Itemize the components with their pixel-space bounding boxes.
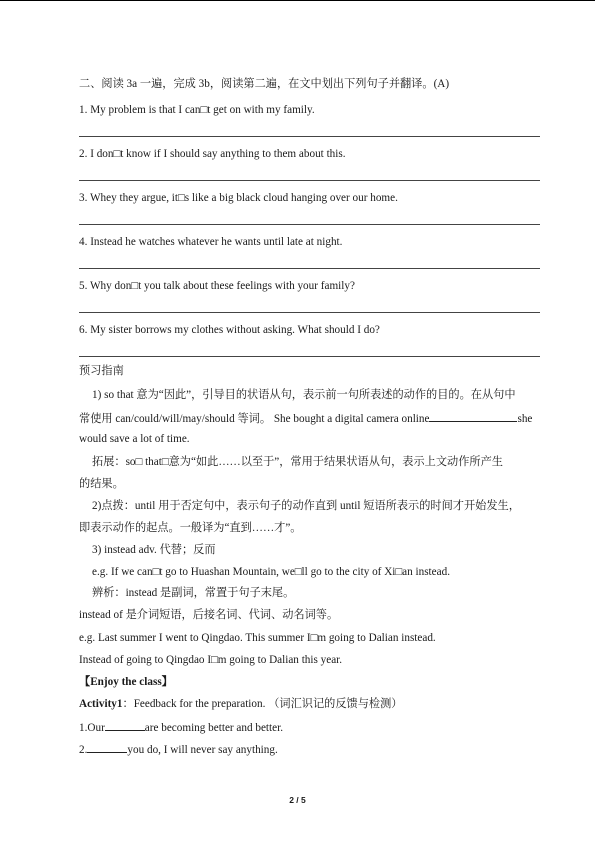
section-header: 二、阅读 3a 一遍，完成 3b，阅读第二遍，在文中划出下列句子并翻译。(A) — [79, 78, 450, 90]
sentence-6: 6. My sister borrows my clothes without asking. What should I do? — [79, 324, 380, 336]
guide-p1-line2 — [79, 410, 532, 426]
fill-blank[interactable] — [429, 410, 517, 422]
activity-1 — [79, 697, 402, 711]
question-2-end: you do, I will never say anything. — [127, 744, 278, 756]
question-1-start: 1.Our — [79, 722, 105, 734]
answer-line-4[interactable] — [79, 268, 540, 269]
sentence-2: 2. I don□t know if I should say anything to them about this. — [79, 148, 346, 160]
guide-p3-note2: instead of 是介词短语，后接名词、代词、动名词等。 — [79, 609, 339, 621]
guide-p3-note1: 辨析：instead 是副词，常置于句子末尾。 — [92, 587, 295, 599]
answer-line-6[interactable] — [79, 356, 540, 357]
answer-line-5[interactable] — [79, 312, 540, 313]
question-2 — [79, 741, 278, 757]
guide-p2-line2: 即表示动作的起点。一般译为“直到……才”。 — [79, 522, 302, 534]
page-top-border — [0, 0, 595, 1]
guide-title: 预习指南 — [79, 365, 124, 377]
guide-p3-line1: 3) instead adv. 代替；反而 — [92, 544, 216, 556]
guide-p1-line3: would save a lot of time. — [79, 433, 190, 445]
sentence-4: 4. Instead he watches whatever he wants until late at night. — [79, 236, 343, 248]
question-2-start: 2. — [79, 744, 88, 756]
enjoy-title: 【Enjoy the class】 — [79, 676, 173, 688]
sentence-3: 3. Whey they argue, it□s like a big black cloud hanging over our home. — [79, 192, 398, 204]
answer-line-2[interactable] — [79, 180, 540, 181]
guide-p3-example1: e.g. If we can□t go to Huashan Mountain, we□ll go to the city of Xi□an instead. — [92, 566, 450, 578]
question-1 — [79, 719, 283, 735]
guide-p1-line1: 1) so that 意为“因此”，引导目的状语从句，表示前一句所表述的动作的目的。在从句中 — [92, 389, 516, 401]
question-2-blank[interactable] — [87, 741, 127, 753]
guide-p3-example2: e.g. Last summer I went to Qingdao. This summer I□m going to Dalian instead. — [79, 632, 436, 644]
page-number: 2 / 5 — [289, 795, 306, 805]
guide-ext-line2: 的结果。 — [79, 478, 124, 490]
answer-line-3[interactable] — [79, 224, 540, 225]
guide-p1-line2-text: 常使用 can/could/will/may/should 等词。 She bought a digital camera online — [79, 413, 430, 425]
guide-p2-line1: 2)点拨：until 用于否定句中，表示句子的动作直到 until 短语所表示的时间才开始发生， — [92, 500, 520, 512]
sentence-5: 5. Why don□t you talk about these feelings with your family? — [79, 280, 355, 292]
guide-p1-line2-tail: she — [517, 413, 533, 425]
activity-text: ：Feedback for the preparation. （词汇识记的反馈与检测） — [122, 698, 403, 710]
answer-line-1[interactable] — [79, 136, 540, 137]
question-1-blank[interactable] — [105, 719, 145, 731]
guide-p3-example3: Instead of going to Qingdao I□m going to Dalian this year. — [79, 654, 343, 666]
sentence-1: 1. My problem is that I can□t get on with my family. — [79, 104, 315, 116]
question-1-end: are becoming better and better. — [144, 722, 284, 734]
guide-ext-line1: 拓展：so□ that□意为“如此……以至于”，常用于结果状语从句，表示上文动作所产生 — [92, 456, 503, 468]
activity-label: Activity1 — [79, 698, 123, 710]
